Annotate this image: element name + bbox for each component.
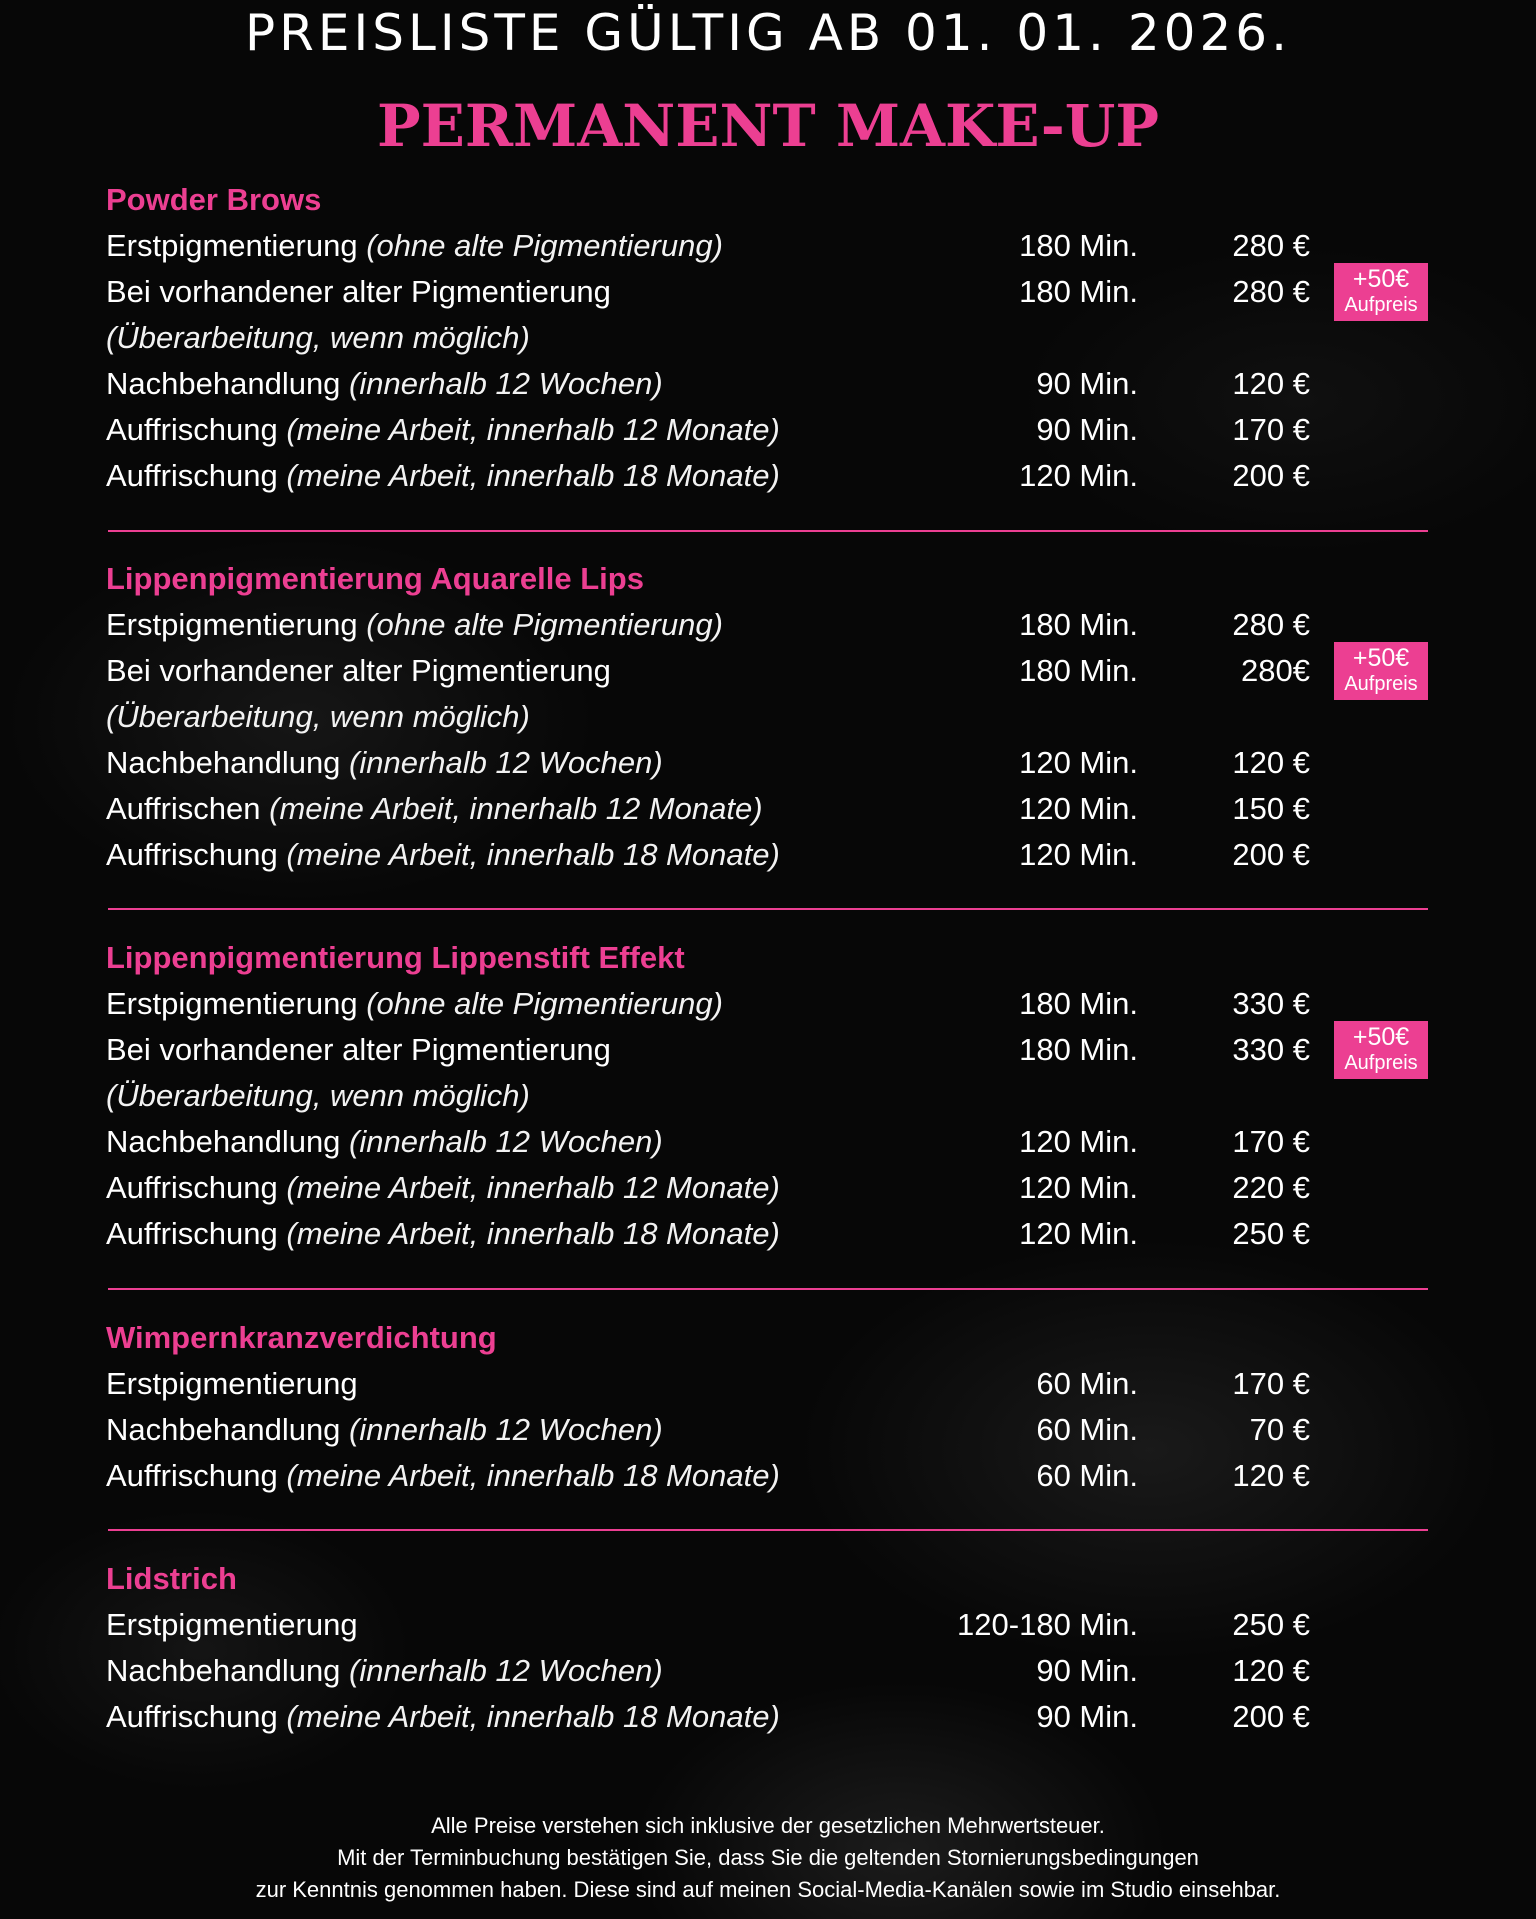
duration: 120 Min. xyxy=(1019,837,1138,872)
price-row xyxy=(106,740,1428,786)
section-title: Lippenpigmentierung Aquarelle Lips xyxy=(106,561,644,596)
price-section xyxy=(106,1315,1428,1499)
section-title: Lidstrich xyxy=(106,1561,237,1596)
duration: 180 Min. xyxy=(1019,986,1138,1021)
service-note: (meine Arbeit, innerhalb 18 Monate) xyxy=(277,1216,780,1251)
price-row xyxy=(106,1073,1428,1119)
service-name: Auffrischung xyxy=(106,412,278,447)
service-name: Bei vorhandener alter Pigmentierung xyxy=(106,1032,611,1067)
duration: 180 Min. xyxy=(1019,274,1138,309)
price-section xyxy=(106,935,1428,1257)
price: 170 € xyxy=(1232,412,1310,447)
footer-line: zur Kenntnis genommen haben. Diese sind auf meinen Social-Media-Kanälen sowie im Studio einsehbar. xyxy=(255,1877,1281,1902)
price-section xyxy=(106,177,1428,499)
price: 170 € xyxy=(1232,1366,1310,1401)
page-subtitle: PERMANENT MAKE-UP xyxy=(377,92,1159,160)
price-row xyxy=(106,269,1428,315)
price-row xyxy=(106,315,1428,361)
price-row xyxy=(106,1648,1428,1694)
service-name: Nachbehandlung xyxy=(106,1653,341,1688)
duration: 60 Min. xyxy=(1036,1412,1138,1447)
duration: 120-180 Min. xyxy=(957,1607,1138,1642)
service-note: (ohne alte Pigmentierung) xyxy=(357,607,723,642)
duration: 120 Min. xyxy=(1019,458,1138,493)
service-name: Nachbehandlung xyxy=(106,745,341,780)
price-row xyxy=(106,648,1428,694)
service-note: (meine Arbeit, innerhalb 18 Monate) xyxy=(277,458,780,493)
price-row xyxy=(106,786,1428,832)
price-row xyxy=(106,1602,1428,1648)
duration: 90 Min. xyxy=(1036,366,1138,401)
price-row xyxy=(106,602,1428,648)
service-note: (meine Arbeit, innerhalb 12 Monate) xyxy=(277,1170,780,1205)
service-note: (meine Arbeit, innerhalb 12 Monate) xyxy=(260,791,763,826)
price: 250 € xyxy=(1232,1216,1310,1251)
price: 150 € xyxy=(1232,791,1310,826)
service-name: Auffrischung xyxy=(106,1170,278,1205)
duration: 120 Min. xyxy=(1019,1170,1138,1205)
section-title: Wimpernkranzverdichtung xyxy=(106,1320,497,1355)
price: 120 € xyxy=(1232,1458,1310,1493)
service-note: (meine Arbeit, innerhalb 18 Monate) xyxy=(277,1458,780,1493)
service-note: (innerhalb 12 Wochen) xyxy=(340,1653,663,1688)
service-name: Auffrischung xyxy=(106,1699,278,1734)
price: 200 € xyxy=(1232,837,1310,872)
divider xyxy=(108,908,1428,910)
price: 170 € xyxy=(1232,1124,1310,1159)
duration: 180 Min. xyxy=(1019,228,1138,263)
price: 280 € xyxy=(1232,274,1310,309)
surcharge-amount: +50€ xyxy=(1352,1023,1410,1051)
price: 330 € xyxy=(1232,1032,1310,1067)
price-row xyxy=(106,1453,1428,1499)
service-note: (meine Arbeit, innerhalb 12 Monate) xyxy=(277,412,780,447)
divider xyxy=(108,530,1428,532)
service-name: Bei vorhandener alter Pigmentierung xyxy=(106,653,611,688)
service-name: Nachbehandlung xyxy=(106,1124,341,1159)
duration: 180 Min. xyxy=(1019,607,1138,642)
surcharge-amount: +50€ xyxy=(1352,644,1410,672)
service-note: (innerhalb 12 Wochen) xyxy=(340,1124,663,1159)
price-row xyxy=(106,1407,1428,1453)
service-name: Auffrischung xyxy=(106,458,278,493)
price: 200 € xyxy=(1232,458,1310,493)
service-name: Erstpigmentierung xyxy=(106,986,358,1021)
service-name: Auffrischung xyxy=(106,1458,278,1493)
surcharge-badge xyxy=(1334,642,1428,700)
service-name: Nachbehandlung xyxy=(106,366,341,401)
section-title: Powder Brows xyxy=(106,182,322,217)
service-note: (innerhalb 12 Wochen) xyxy=(340,366,663,401)
price: 250 € xyxy=(1232,1607,1310,1642)
duration: 120 Min. xyxy=(1019,745,1138,780)
price-row xyxy=(106,453,1428,499)
page-title: PREISLISTE GÜLTIG AB 01. 01. 2026. xyxy=(245,4,1291,62)
service-name: Auffrischung xyxy=(106,1216,278,1251)
surcharge-amount: +50€ xyxy=(1352,265,1410,293)
surcharge-label: Aufpreis xyxy=(1344,1052,1418,1074)
duration: 120 Min. xyxy=(1019,1216,1138,1251)
surcharge-badge xyxy=(1334,1021,1428,1079)
price-row xyxy=(106,223,1428,269)
price: 220 € xyxy=(1232,1170,1310,1205)
price: 330 € xyxy=(1232,986,1310,1021)
duration: 90 Min. xyxy=(1036,1699,1138,1734)
duration: 60 Min. xyxy=(1036,1366,1138,1401)
service-name: Erstpigmentierung xyxy=(106,1366,358,1401)
service-note: (Überarbeitung, wenn möglich) xyxy=(106,1078,530,1113)
price-row xyxy=(106,361,1428,407)
service-name: Nachbehandlung xyxy=(106,1412,341,1447)
price: 280 € xyxy=(1232,228,1310,263)
service-note: (ohne alte Pigmentierung) xyxy=(357,228,723,263)
service-note: (ohne alte Pigmentierung) xyxy=(357,986,723,1021)
section-title: Lippenpigmentierung Lippenstift Effekt xyxy=(106,940,685,975)
price-row xyxy=(106,407,1428,453)
price-row xyxy=(106,1027,1428,1073)
service-name: Erstpigmentierung xyxy=(106,228,358,263)
surcharge-label: Aufpreis xyxy=(1344,294,1418,316)
duration: 180 Min. xyxy=(1019,1032,1138,1067)
price: 120 € xyxy=(1232,366,1310,401)
price-row xyxy=(106,1211,1428,1257)
duration: 120 Min. xyxy=(1019,1124,1138,1159)
service-note: (innerhalb 12 Wochen) xyxy=(340,745,663,780)
duration: 60 Min. xyxy=(1036,1458,1138,1493)
price-row xyxy=(106,1165,1428,1211)
price-row xyxy=(106,981,1428,1027)
service-name: Erstpigmentierung xyxy=(106,1607,358,1642)
price: 280€ xyxy=(1241,653,1310,688)
service-note: (Überarbeitung, wenn möglich) xyxy=(106,320,530,355)
service-note: (meine Arbeit, innerhalb 18 Monate) xyxy=(277,1699,780,1734)
footer-line: Alle Preise verstehen sich inklusive der gesetzlichen Mehrwertsteuer. xyxy=(431,1813,1105,1838)
price: 70 € xyxy=(1249,1412,1310,1447)
service-name: Auffrischung xyxy=(106,837,278,872)
divider xyxy=(108,1529,1428,1531)
service-note: (innerhalb 12 Wochen) xyxy=(340,1412,663,1447)
price-section xyxy=(106,1556,1428,1740)
price-row xyxy=(106,1361,1428,1407)
price-row xyxy=(106,832,1428,878)
service-note: (Überarbeitung, wenn möglich) xyxy=(106,699,530,734)
service-name: Erstpigmentierung xyxy=(106,607,358,642)
surcharge-badge xyxy=(1334,263,1428,321)
divider xyxy=(108,1288,1428,1290)
price: 200 € xyxy=(1232,1699,1310,1734)
footer-line: Mit der Terminbuchung bestätigen Sie, dass Sie die geltenden Stornierungsbedingungen xyxy=(337,1845,1199,1870)
footer-notes xyxy=(0,1810,1536,1906)
duration: 90 Min. xyxy=(1036,1653,1138,1688)
duration: 90 Min. xyxy=(1036,412,1138,447)
price-row xyxy=(106,694,1428,740)
service-name: Bei vorhandener alter Pigmentierung xyxy=(106,274,611,309)
price: 120 € xyxy=(1232,745,1310,780)
duration: 180 Min. xyxy=(1019,653,1138,688)
price: 120 € xyxy=(1232,1653,1310,1688)
price-section xyxy=(106,556,1428,878)
price: 280 € xyxy=(1232,607,1310,642)
service-name: Auffrischen xyxy=(106,791,261,826)
price-row xyxy=(106,1694,1428,1740)
price-row xyxy=(106,1119,1428,1165)
service-note: (meine Arbeit, innerhalb 18 Monate) xyxy=(277,837,780,872)
duration: 120 Min. xyxy=(1019,791,1138,826)
surcharge-label: Aufpreis xyxy=(1344,673,1418,695)
